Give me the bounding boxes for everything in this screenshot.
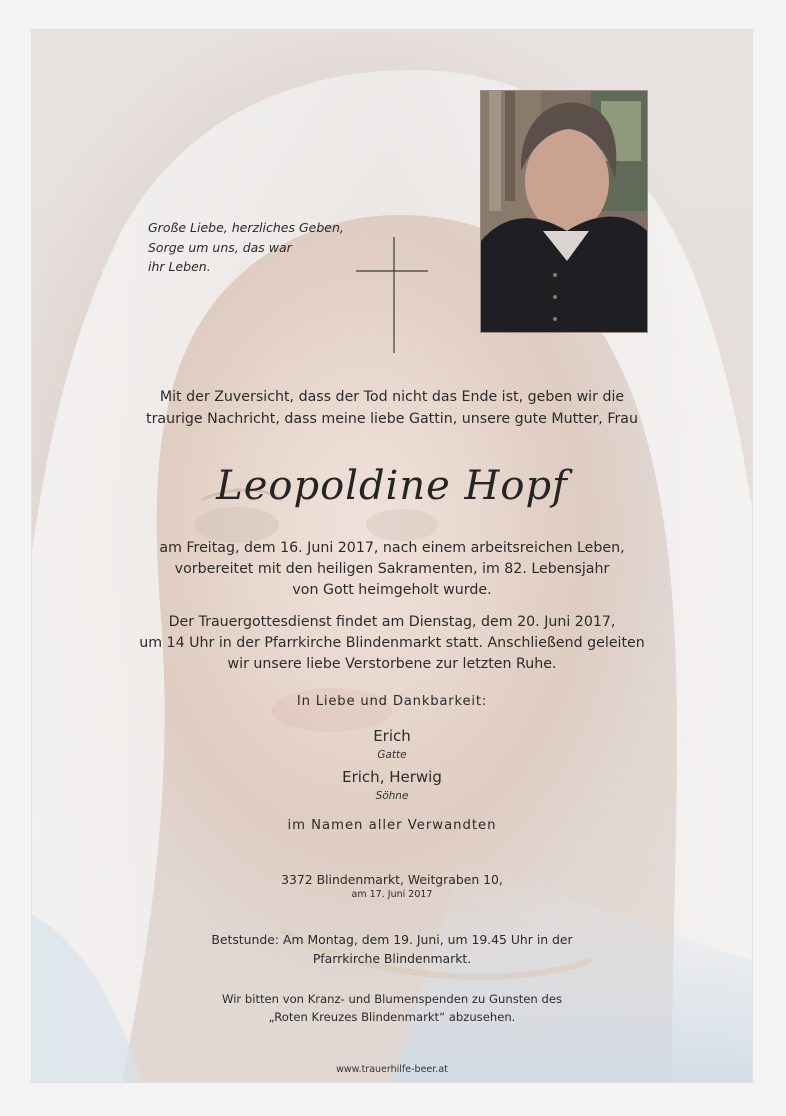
deceased-name: Leopoldine Hopf <box>216 463 568 509</box>
announcement-intro <box>32 386 752 430</box>
donation-line: Wir bitten von Kranz- und Blumenspenden zu Gunsten des <box>221 992 562 1006</box>
quote-line: Große Liebe, herzliches Geben, <box>148 220 344 235</box>
prayer-vigil-notice <box>32 930 752 968</box>
intro-line: Mit der Zuversicht, dass der Tod nicht das Ende ist, geben wir die <box>159 389 625 405</box>
intro-line: traurige Nachricht, dass meine liebe Gattin, unsere gute Mutter, Frau <box>146 411 638 427</box>
notice-date: am 17. Juni 2017 <box>351 889 433 900</box>
portrait-image <box>481 91 647 332</box>
service-line: um 14 Uhr in der Pfarrkirche Blindenmarkt statt. Anschließend geleiten <box>139 635 645 651</box>
funeral-home-website: www.trauerhilfe-beer.at <box>336 1064 448 1075</box>
death-line: vorbereitet mit den heiligen Sakramenten, im 82. Lebensjahr <box>174 561 610 577</box>
address: 3372 Blindenmarkt, Weitgraben 10, <box>281 872 503 887</box>
content <box>32 30 752 1082</box>
donation-request <box>32 990 752 1026</box>
relatives-line: im Namen aller Verwandten <box>287 818 497 833</box>
vigil-line: Betstunde: Am Montag, dem 19. Juni, um 19.45 Uhr in der <box>211 932 573 947</box>
vigil-line: Pfarrkirche Blindenmarkt. <box>312 951 472 966</box>
funeral-service-notice <box>32 612 752 675</box>
quote-line: Sorge um uns, das war <box>148 239 292 255</box>
obituary-card <box>32 30 752 1082</box>
donation-line: „Roten Kreuzes Blindenmarkt“ abzusehen. <box>268 1010 516 1024</box>
quote-line: ihr Leben. <box>148 259 211 274</box>
deceased-portrait-photo <box>480 90 648 333</box>
memorial-quote <box>148 218 378 277</box>
family-member-role: Söhne <box>375 790 409 802</box>
death-line: von Gott heimgeholt wurde. <box>292 582 492 598</box>
cross-icon <box>356 237 428 353</box>
family-member-role: Gatte <box>377 749 407 761</box>
service-line: Der Trauergottesdienst findet am Dienstag, dem 20. Juni 2017, <box>168 614 616 630</box>
mourners-heading: In Liebe und Dankbarkeit: <box>296 694 488 709</box>
family-member-name: Erich <box>373 727 411 745</box>
death-notice <box>32 538 752 601</box>
family-member-name: Erich, Herwig <box>342 768 442 786</box>
service-line: wir unsere liebe Verstorbene zur letzten Ruhe. <box>227 656 557 672</box>
death-line: am Freitag, dem 16. Juni 2017, nach einem arbeitsreichen Leben, <box>159 540 625 556</box>
